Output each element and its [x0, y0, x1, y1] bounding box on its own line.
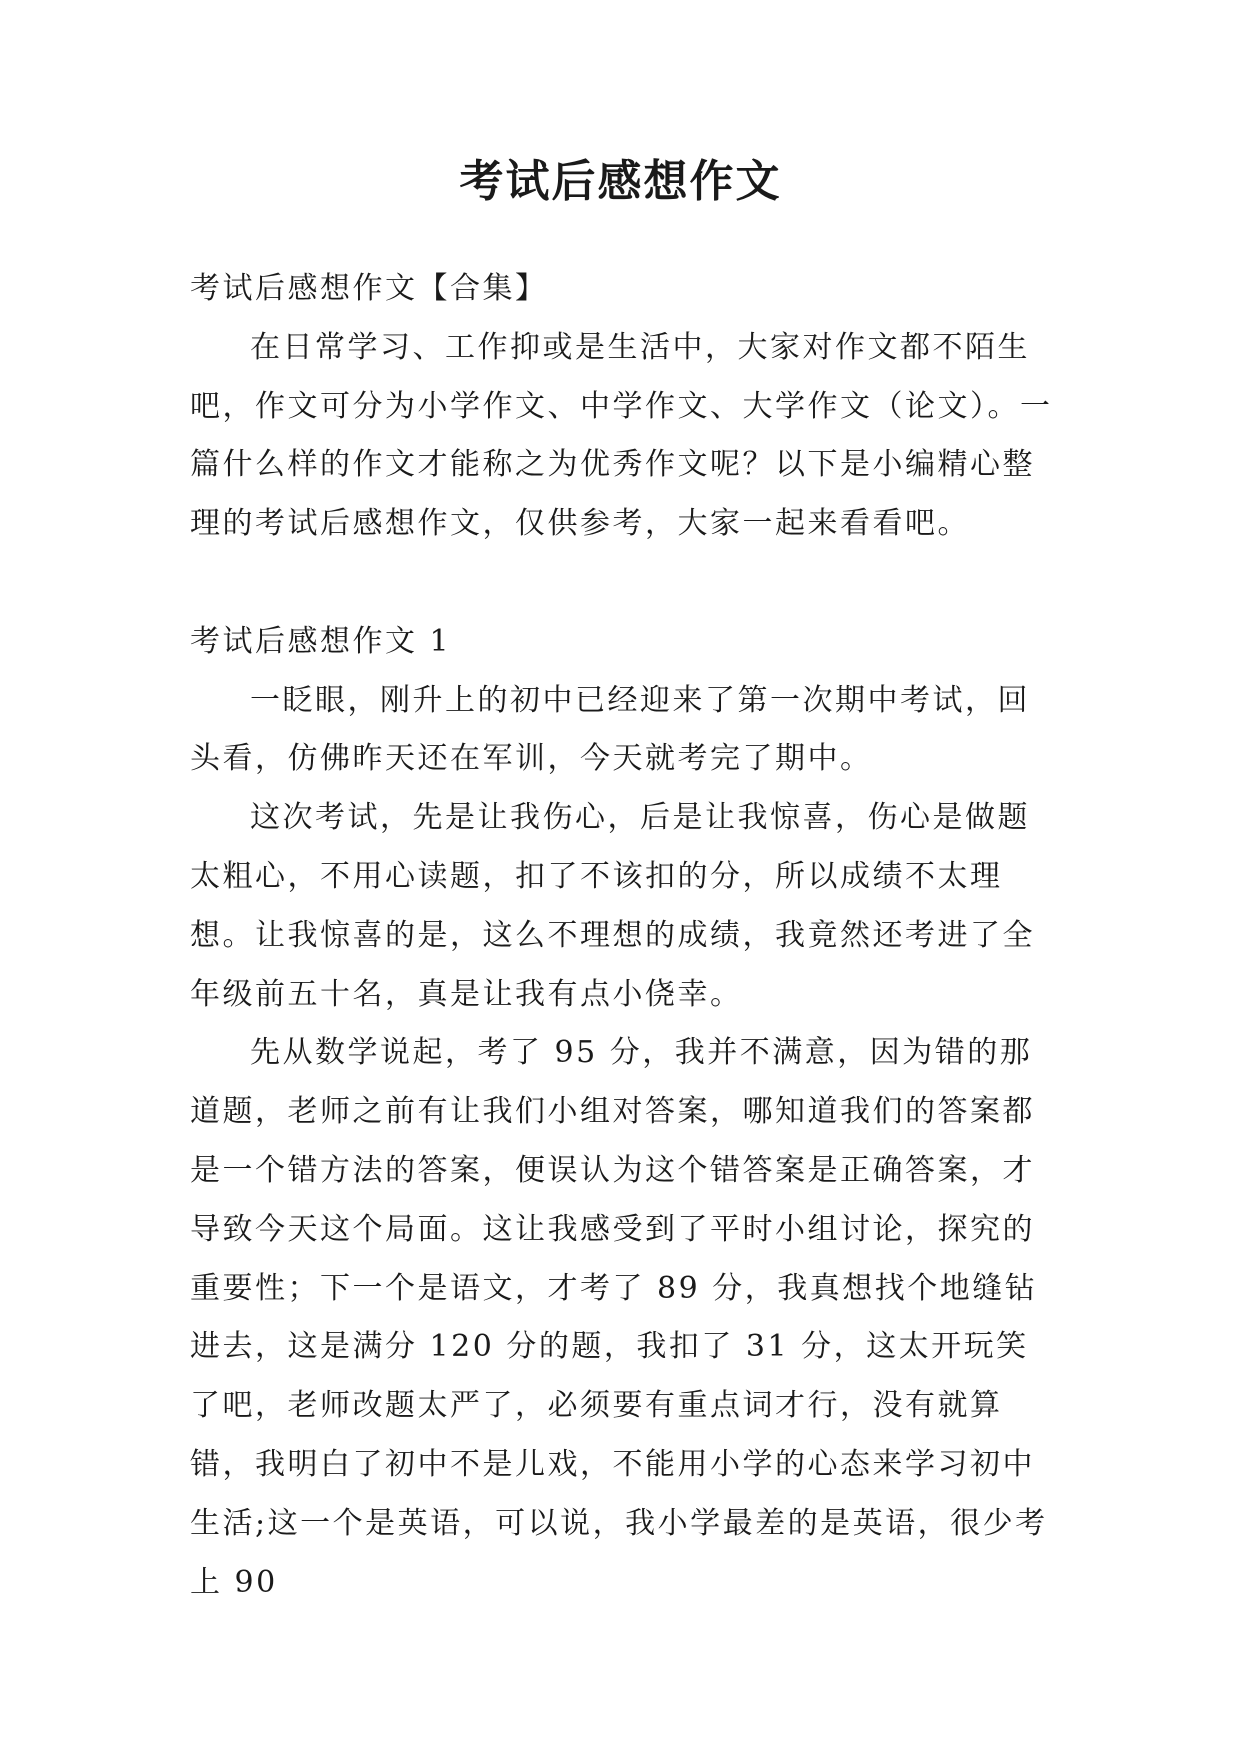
- section-spacer: [190, 554, 1060, 613]
- intro-paragraph: 在日常学习、工作抑或是生活中，大家对作文都不陌生吧，作文可分为小学作文、中学作文、大学作文（论文）。一篇什么样的作文才能称之为优秀作文呢？以下是小编精心整理的考试后感想作文，仅供参考，大家一起来看看吧。: [190, 329, 1053, 542]
- essay-paragraph: 一眨眼，刚升上的初中已经迎来了第一次期中考试，回头看，仿佛昨天还在军训，今天就考完了期中。: [190, 682, 1030, 777]
- collection-heading: 考试后感想作文【合集】: [190, 271, 548, 306]
- document-body: [190, 260, 1060, 1612]
- essay-heading: 考试后感想作文 1: [190, 623, 452, 659]
- document-title: 考试后感想作文: [459, 156, 782, 207]
- essay-paragraph: 先从数学说起，考了 95 分，我并不满意，因为错的那道题，老师之前有让我们小组对答案，哪知道我们的答案都是一个错方法的答案，便误认为这个错答案是正确答案，才导致今天这个局面。这让我感受到了平时小组讨论，探究的重要性；下一个是语文，才考了 89 分，我真想找个地缝钻进去，这是满分 120 分的题，我扣了 31 分，这太开玩笑了吧，老师改题太严了，必须要有重点词才行，没有就算错，我明白了初中不是儿戏，不能用小学的心态来学习初中生活;这一个是英语，可以说，我小学最差的是英语，很少考上 90: [190, 1035, 1048, 1600]
- essay-paragraph: 这次考试，先是让我伤心，后是让我惊喜，伤心是做题太粗心，不用心读题，扣了不该扣的分，所以成绩不太理想。让我惊喜的是，这么不理想的成绩，我竟然还考进了全年级前五十名，真是让我有点小侥幸。: [190, 800, 1035, 1012]
